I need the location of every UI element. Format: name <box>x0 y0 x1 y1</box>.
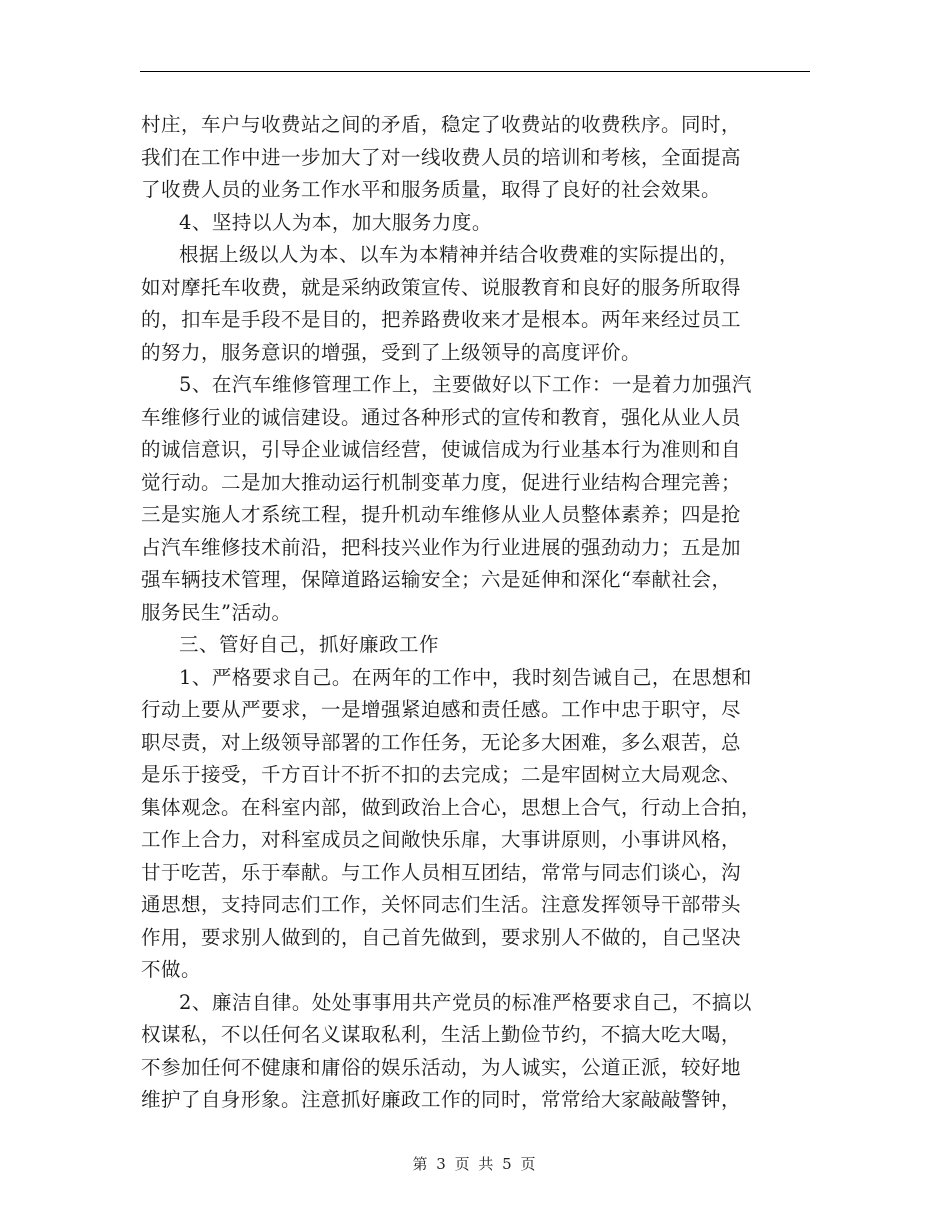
text-line: 不做。 <box>141 958 202 981</box>
text-line: 职尽责，对上级领导部署的工作任务，无论多大困难，多么艰苦，总 <box>141 730 742 754</box>
text-line: 工作上合力，对科室成员之间敞快乐扉，大事讲原则，小事讲风格， <box>141 828 742 851</box>
text-line: 村庄，车户与收费站之间的矛盾，稳定了收费站的收费秩序。同时， <box>141 113 742 136</box>
text-line: 维护了自身形象。注意抓好廉政工作的同时，常常给大家敲敲警钟， <box>141 1088 742 1111</box>
text-line: 如对摩托车收费，就是采纳政策宣传、说服教育和良好的服务所取得 <box>141 275 742 299</box>
header-rule <box>140 71 810 72</box>
text-line: 觉行动。二是加大推动运行机制变革力度，促进行业结构合理完善； <box>141 470 742 494</box>
text-line: 了收费人员的业务工作水平和服务质量，取得了良好的社会效果。 <box>141 178 722 201</box>
text-line: 不参加任何不健康和庸俗的娱乐活动，为人诚实，公道正派，较好地 <box>141 1055 742 1079</box>
text-line: 占汽车维修技术前沿，把科技兴业作为行业进展的强劲动力；五是加 <box>141 535 742 559</box>
text-line: 服务民生”活动。 <box>141 600 292 624</box>
text-line: 作用，要求别人做到的，自己首先做到，要求别人不做的，自己坚决 <box>141 925 742 949</box>
text-line: 车维修行业的诚信建设。通过各种形式的宣传和教育，强化从业人员 <box>141 405 742 429</box>
text-line: 2、廉洁自律。处处事事用共产党员的标准严格要求自己，不搞以 <box>179 990 752 1014</box>
text-line: 权谋私，不以任何名义谋取私利，生活上勤俭节约，不搞大吃大喝， <box>141 1023 742 1046</box>
text-line: 5、在汽车维修管理工作上，主要做好以下工作：一是着力加强汽 <box>179 373 752 396</box>
document-body <box>141 109 821 1117</box>
text-line: 根据上级以人为本、以车为本精神并结合收费难的实际提出的， <box>179 243 740 266</box>
text-line: 三是实施人才系统工程，提升机动车维修从业人员整体素养；四是抢 <box>141 503 742 526</box>
text-line: 的诚信意识，引导企业诚信经营，使诚信成为行业基本行为准则和自 <box>141 438 742 461</box>
text-line: 通思想，支持同志们工作，关怀同志们生活。注意发挥领导干部带头 <box>141 893 742 916</box>
text-line: 集体观念。在科室内部，做到政治上合心，思想上合气，行动上合拍， <box>141 795 762 819</box>
text-line: 1、严格要求自己。在两年的工作中，我时刻告诫自己，在思想和 <box>179 665 752 689</box>
text-line: 三、管好自己，抓好廉政工作 <box>179 633 440 656</box>
text-line: 的努力，服务意识的增强，受到了上级领导的高度评价。 <box>141 340 642 364</box>
text-line: 4、坚持以人为本，加大服务力度。 <box>179 210 492 234</box>
page-number: 第 3 页 共 5 页 <box>412 1155 538 1173</box>
text-line: 是乐于接受，千方百计不折不扣的去完成；二是牢固树立大局观念、 <box>141 763 742 786</box>
text-line: 行动上要从严要求，一是增强紧迫感和责任感。工作中忠于职守，尽 <box>141 698 742 721</box>
text-line: 的，扣车是手段不是目的，把养路费收来才是根本。两年来经过员工 <box>141 308 742 331</box>
text-line: 强车辆技术管理，保障道路运输安全；六是延伸和深化“奉献社会， <box>141 568 732 591</box>
text-line: 我们在工作中进一步加大了对一线收费人员的培训和考核，全面提高 <box>141 145 742 169</box>
text-line: 甘于吃苦，乐于奉献。与工作人员相互团结，常常与同志们谈心，沟 <box>141 860 742 884</box>
